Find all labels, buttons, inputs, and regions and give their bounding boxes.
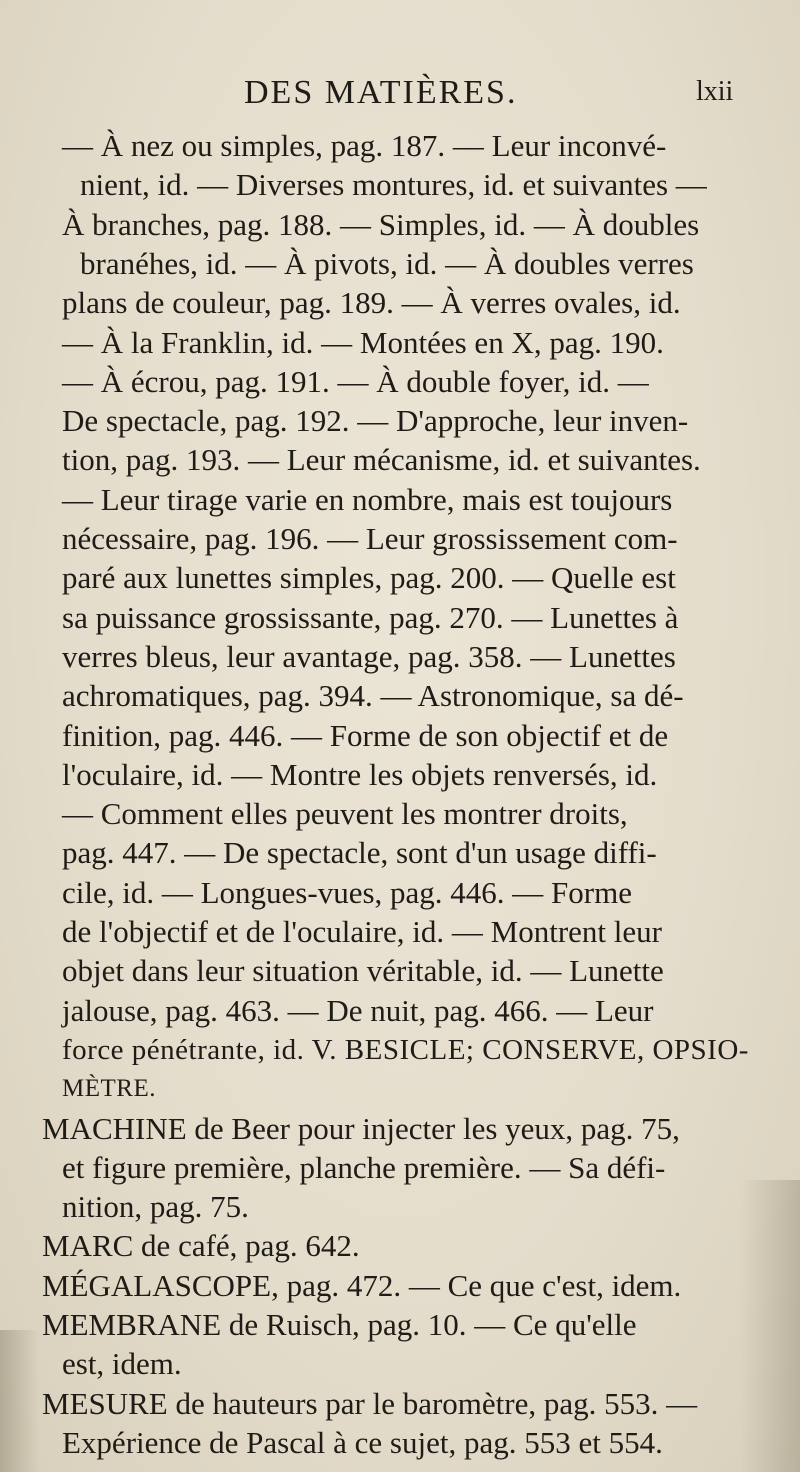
text-line: est, idem. xyxy=(62,1346,182,1382)
text-line: sa puissance grossissante, pag. 270. — Lunettes à xyxy=(62,599,679,635)
text-line: — Leur tirage varie en nombre, mais est toujours xyxy=(62,481,673,517)
index-entry-megalascope: MÉGALASCOPE, pag. 472. — Ce que c'est, idem. xyxy=(42,1267,682,1303)
text-line: finition, pag. 446. — Forme de son objectif et de xyxy=(62,717,669,753)
text-line: tion, pag. 193. — Leur mécanisme, id. et suivantes. xyxy=(62,442,701,478)
index-entry-membrane: MEMBRANE de Ruisch, pag. 10. — Ce qu'elle xyxy=(42,1307,637,1342)
text-line: verres bleus, leur avantage, pag. 358. — Lunettes xyxy=(62,638,676,674)
page-edge-shadow-left xyxy=(0,1330,40,1472)
text-line: — Comment elles peuvent les montrer droits, xyxy=(62,796,628,832)
text-line: et figure première, planche première. — Sa défi- xyxy=(62,1149,666,1185)
running-header xyxy=(0,74,800,124)
text-line: de l'objectif et de l'oculaire, id. — Montrent leur xyxy=(62,914,662,949)
index-entry-machine: MACHINE de Beer pour injecter les yeux, pag. 75, xyxy=(42,1110,680,1146)
page-edge-shadow-right xyxy=(740,1180,800,1472)
text-line: MÈTRE. xyxy=(62,1075,156,1103)
text-line: De spectacle, pag. 192. — D'approche, leur inven- xyxy=(62,403,689,439)
text-line: force pénétrante, id. V. BESICLE; CONSERVE, OPSIO- xyxy=(62,1033,749,1066)
text-line: objet dans leur situation véritable, id. — Lunette xyxy=(62,953,664,989)
index-entry-marc: MARC de café, pag. 642. xyxy=(42,1228,360,1264)
text-line: À branches, pag. 188. — Simples, id. — À doubles xyxy=(62,206,700,242)
header-title: DES MATIÈRES. xyxy=(244,74,518,111)
text-line: branéhes, id. — À pivots, id. — À doubles verres xyxy=(80,245,694,281)
text-line: jalouse, pag. 463. — De nuit, pag. 466. — Leur xyxy=(62,992,654,1028)
text-line: pag. 447. — De spectacle, sont d'un usage diffi- xyxy=(62,835,657,871)
text-line: Expérience de Pascal à ce sujet, pag. 553 et 554. xyxy=(62,1424,663,1460)
text-line: paré aux lunettes simples, pag. 200. — Quelle est xyxy=(62,560,676,596)
text-line: l'oculaire, id. — Montre les objets renversés, id. xyxy=(62,756,658,792)
text-line: — À la Franklin, id. — Montées en X, pag. 190. xyxy=(62,324,664,360)
text-line: achromatiques, pag. 394. — Astronomique, sa dé- xyxy=(62,678,684,714)
text-line: plans de couleur, pag. 189. — À verres ovales, id. xyxy=(62,285,681,321)
text-line: — À écrou, pag. 191. — À double foyer, id. — xyxy=(62,363,649,399)
text-line: nécessaire, pag. 196. — Leur grossissement com- xyxy=(62,521,678,556)
page-number: lxii xyxy=(696,76,734,107)
text-line: nition, pag. 75. xyxy=(62,1189,249,1225)
text-line: nient, id. — Diverses montures, id. et suivantes — xyxy=(80,167,707,203)
index-entry-mesure: MESURE de hauteurs par le baromètre, pag. 553. — xyxy=(42,1385,698,1421)
text-line: cile, id. — Longues-vues, pag. 446. — Forme xyxy=(62,874,632,910)
text-line: — À nez ou simples, pag. 187. — Leur inconvé- xyxy=(62,128,667,163)
